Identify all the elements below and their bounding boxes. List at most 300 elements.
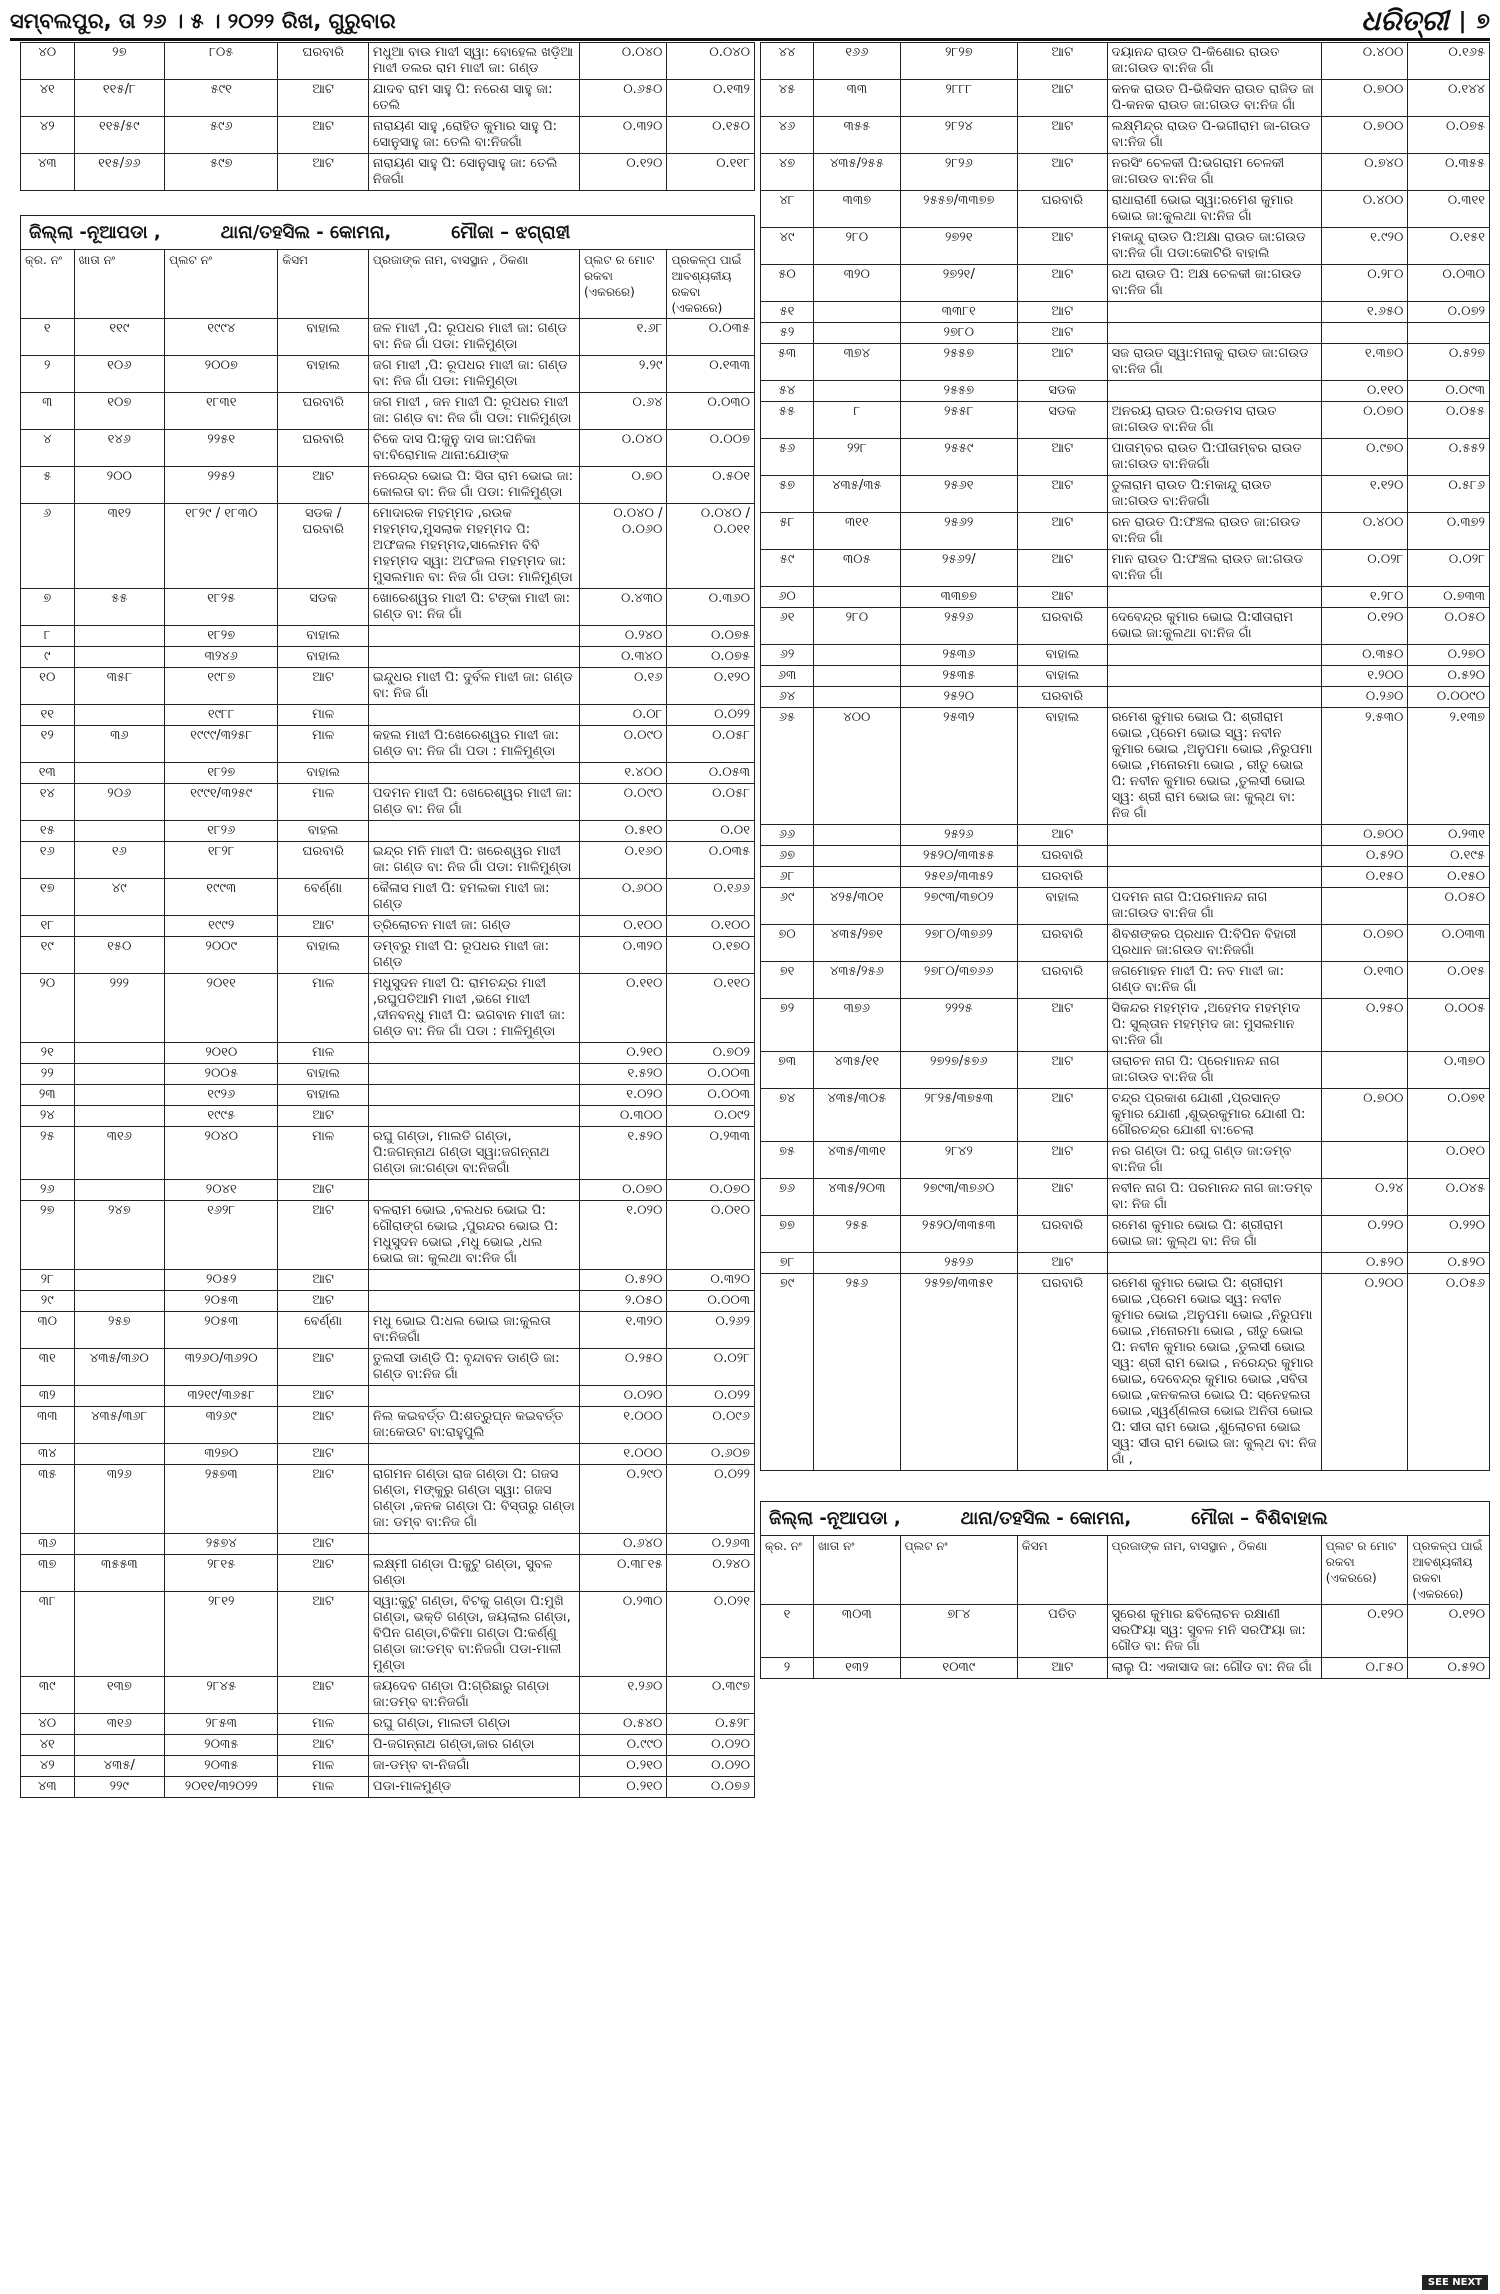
table-cell: ଘରବାରି <box>1017 846 1107 867</box>
table-cell: ୨୮୪୫ <box>165 1677 278 1714</box>
table-row <box>761 645 1490 666</box>
table-cell: ତାରାଚନ ନାଗ ପି: ପ୍ରେମାନନ୍ଦ ନାଗ ଜା:ଗଉଡ ବା:ନିଜ ଗାଁ <box>1107 1052 1321 1089</box>
table-cell: ତୁଲସୀ ଡାଣ୍ଡି ପି: ବୃନ୍ଦାବନ ଡାଣ୍ଡି ଜା: ଗଣ୍ଡ ବା:ନିଜ ଗାଁ <box>368 1349 579 1386</box>
table-cell: ୦.୬୪ <box>579 393 667 430</box>
table-cell: ୨୮୦ <box>814 228 901 265</box>
table-cell: ୧.୪୦୦ <box>579 763 667 784</box>
land-table-bishibahal <box>760 1535 1490 1679</box>
table-cell: ୭୭ <box>761 1216 814 1253</box>
table-cell <box>74 1043 165 1064</box>
table-row <box>761 439 1490 476</box>
table-cell: ମାଳ <box>278 705 369 726</box>
table-cell: ୦.୨୪୦ <box>667 1555 755 1592</box>
table-cell <box>74 1064 165 1085</box>
table-row <box>761 846 1490 867</box>
table-row <box>21 1291 755 1312</box>
table-cell: ୦.୧୬୦ <box>579 842 667 879</box>
table-cell: ୩୧୨ <box>74 504 165 589</box>
table-cell: ୦.୨୩୦ <box>579 1592 667 1677</box>
table-cell: ୧୬୨୮ <box>165 1201 278 1270</box>
table-cell: ୦.୦୭୦ <box>1321 925 1408 962</box>
table-cell: ୦.୦୭୫ <box>1408 117 1490 154</box>
tahasil-label: ଥାନା/ତହସିଲ - କୋମନା, <box>220 222 392 243</box>
table-cell: ୧୫୦ <box>74 937 165 974</box>
table-row <box>761 962 1490 999</box>
table-cell: ଡମ୍ବରୁ ମାଝୀ ପି: ରୂପଧର ମାଝୀ ଜା: ଗଣ୍ଡ <box>368 937 579 974</box>
table-cell: ୨୫୨୬ <box>900 608 1017 645</box>
table-cell: ୧୦୬ <box>74 356 165 393</box>
table-cell: ୨୫ <box>21 1127 75 1180</box>
table-cell: ୪ <box>21 430 75 467</box>
table-cell: ୨୬ <box>21 1180 75 1201</box>
table-cell: ୦.୦୨୦ <box>579 1386 667 1407</box>
table-cell: ୬ <box>21 504 75 589</box>
table-cell: ୪୩୫/୨୦୩ <box>814 1179 901 1216</box>
table-cell: ୦.୦୨୨ <box>667 1386 755 1407</box>
table-cell: କହଲ ମାଝୀ ପି:ଖେରେଶ୍ୱର ମାଝୀ ଜା: ଗଣ୍ଡ ବା: ନିଜ ଗାଁ ପଡା : ମାଳିମୁଣ୍ଡା <box>368 726 579 763</box>
table-cell: ୩୩ <box>814 80 901 117</box>
table-cell: ଘରବାରି <box>278 842 369 879</box>
table-row <box>761 550 1490 587</box>
table-cell: ୨୫୫୭ <box>900 381 1017 402</box>
table-cell: ୨୦୦୭ <box>165 356 278 393</box>
table-cell <box>814 666 901 687</box>
table-cell: ୪୦ <box>21 1714 75 1735</box>
table-cell: ୦.୨୨୦ <box>1321 1216 1408 1253</box>
table-cell <box>814 825 901 846</box>
table-cell <box>1321 888 1408 925</box>
table-cell <box>1107 381 1321 402</box>
table-cell: ୬୪ <box>761 687 814 708</box>
right-column <box>760 42 1490 1679</box>
table-cell: ୦.୭୦୦ <box>1321 825 1408 846</box>
table-cell: ୩୧୧ <box>814 513 901 550</box>
table-row <box>761 666 1490 687</box>
table-cell: ୪୯ <box>74 879 165 916</box>
table-cell: ବାହାଲ <box>278 763 369 784</box>
table-cell: ୦.୩୮୧୫ <box>579 1555 667 1592</box>
table-cell: ୨୦୫୩ <box>165 1312 278 1349</box>
table-cell: ୨୦୦ <box>74 467 165 504</box>
table-cell: ୦.୩୨୦ <box>579 937 667 974</box>
table-cell: ୨୨୫୨ <box>165 467 278 504</box>
table-cell: ୦.୦୩୦ <box>1408 265 1490 302</box>
table-cell: ୩୨ <box>21 1386 75 1407</box>
table-cell: ୨୮୨୭ <box>900 43 1017 80</box>
table-cell: ୧୮୨୫ <box>165 589 278 626</box>
table-row <box>761 999 1490 1052</box>
table-cell: ଜଗ ମାଝୀ ,ପି: ରୂପଧର ମାଝୀ ଜା: ଗଣ୍ଡ ବା: ନିଜ ଗାଁ ପଡା: ମାଳିମୁଣ୍ଡା <box>368 356 579 393</box>
table-cell: ୧ <box>21 319 75 356</box>
table-cell: ୨୦ <box>21 974 75 1043</box>
table-cell: ସଡକ / ଘରବାରି <box>278 504 369 589</box>
table-cell <box>368 1270 579 1291</box>
table-cell <box>368 1534 579 1555</box>
table-cell: ୩୭ <box>21 1555 75 1592</box>
table-cell: ୦.୨୧୦ <box>579 1043 667 1064</box>
table-cell: ମଧୁସୁଦନ ମାଝୀ ପି: ରାମଚନ୍ଦ୍ର ମାଝୀ ,ରଘୁପତିଆମି ମାଝୀ ,ଭଗେ ମାଝୀ ,ଦୀନବନ୍ଧୁ ମାଝୀ ପି: ଭଗବାନ ମାଝୀ ଜା: ଗଣ୍ଡ ବା: ନିଜ ଗାଁ ପଡା : ମାଳିମୁଣ୍ଡା <box>368 974 579 1043</box>
table-row <box>21 1201 755 1270</box>
table-cell: ୧.୬୮ <box>579 319 667 356</box>
table-cell: ୩୨୬ <box>74 1465 165 1534</box>
table-cell: ୦.୧୫୦ <box>1321 867 1408 888</box>
table-cell: ୭୪ <box>761 1089 814 1142</box>
table-cell: ଲକ୍ଷ୍ମୀ ଗଣ୍ଡା ପି:କୁଟୁ ଗଣ୍ଡା, ସୁବଳ ଗଣ୍ଡା <box>368 1555 579 1592</box>
table-cell <box>1321 323 1408 344</box>
table-row <box>21 763 755 784</box>
table-row <box>21 117 755 154</box>
table-cell: ୦.୦୧ <box>667 821 755 842</box>
table-cell: ୨୮୧୨ <box>165 1592 278 1677</box>
table-cell: ତୁଳାରାମ ରାଉତ ପି:ମକାନ୍ଦୁ ରାଉତ ଜା:ଗଉଡ ବା:ନିଜଗାଁ <box>1107 476 1321 513</box>
table-cell: ୨୦୬ <box>74 784 165 821</box>
table-cell <box>1107 587 1321 608</box>
column-header: କ୍ର. ନଂ <box>21 250 75 319</box>
table-cell: ରମେଶ କୁମାର ଭୋଇ ପି: ଶ୍ରୀରାମ ଭୋଇ ଜା: କୁଲ୍ଥ ବା: ନିଜ ଗାଁ <box>1107 1216 1321 1253</box>
table-cell: ୧.୦୨୦ <box>579 1085 667 1106</box>
table-row <box>761 323 1490 344</box>
table-cell: ୫୯ <box>761 550 814 587</box>
table-cell: ୨୮୧୫ <box>165 1555 278 1592</box>
table-cell: ଘରବାରି <box>278 430 369 467</box>
column-header: କିସମ <box>1017 1536 1107 1605</box>
table-cell: ୦.୦୦୩ <box>667 1085 755 1106</box>
table-cell: ମାଳ <box>278 974 369 1043</box>
table-cell: ଆଟ <box>1017 323 1107 344</box>
table-cell: ୧.୯୨୦ <box>1321 228 1408 265</box>
table-cell: ୬୭ <box>761 846 814 867</box>
table-cell: ମାଳ <box>278 1714 369 1735</box>
table-cell: ୦.୪୦୦ <box>1321 513 1408 550</box>
land-table-jhagrahi <box>20 249 755 1798</box>
table-cell: ଆଟ <box>1017 825 1107 846</box>
table-cell: ୨୦୩୫ <box>165 1735 278 1756</box>
table-cell: ପଦମନ ମାଝୀ ପି: ଖେରେଶ୍ୱର ମାଝୀ ଜା: ଗଣ୍ଡ ବା: ନିଜ ଗାଁ <box>368 784 579 821</box>
table-cell: ୦.୩୭୦ <box>1408 1052 1490 1089</box>
table-cell: ୧୯୯୨ <box>165 916 278 937</box>
table-cell: ୦.୫୫୨ <box>1408 439 1490 476</box>
table-cell: ୦.୦୨୮ <box>1321 550 1408 587</box>
table-cell: ୨୫୩୨ <box>900 708 1017 825</box>
table-cell: ୦.୧୫୦ <box>667 117 755 154</box>
table-cell: ୭୦ <box>761 925 814 962</box>
table-cell: ୦.୦୩୩ <box>1408 925 1490 962</box>
table-cell: ନାରାୟଣ ସାହୁ ପି: ସୋନୁସାହୁ ଜା: ତେଲି ନିଜଗାଁ <box>368 154 579 191</box>
table-cell: ରଥ ରାଉତ ପି: ଅକ୍ଷ ଚେଳକୀ ଜା:ଗଉଡ ବା:ନିଜ ଗାଁ <box>1107 265 1321 302</box>
table-cell: ୨୦୧୦ <box>165 1043 278 1064</box>
table-cell: ୦.୩୨୦ <box>579 117 667 154</box>
table-cell: ୦.୦୭୫ <box>667 626 755 647</box>
table-cell <box>74 1444 165 1465</box>
table-cell: ୪୩୫/୧୧ <box>814 1052 901 1089</box>
table-cell: ୧୪ <box>21 784 75 821</box>
table-cell: ୪୦୦ <box>814 708 901 825</box>
table-cell: ୦.୦୨୦ <box>667 1735 755 1756</box>
table-row <box>21 319 755 356</box>
table-cell: ୨୭୯୩/୩୭୦୨ <box>900 888 1017 925</box>
table-cell: ୬୬ <box>761 825 814 846</box>
column-header: ପ୍ଲଟ ନଂ <box>165 250 278 319</box>
table-cell: ୧୯୨୬ <box>165 1085 278 1106</box>
table-cell <box>74 1106 165 1127</box>
table-cell: ଆଟ <box>1017 117 1107 154</box>
table-cell: ୦.୦୫୮ <box>667 726 755 763</box>
table-cell: ୪୦ <box>21 43 75 80</box>
table-cell <box>74 1592 165 1677</box>
table-cell: ୪୨ <box>21 1756 75 1777</box>
table-cell: ୦.୭୦୦ <box>1321 117 1408 154</box>
table-cell: ୧୩ <box>21 763 75 784</box>
table-cell: ୨୮୨୫/୩୭୫୩ <box>900 1089 1017 1142</box>
table-row <box>761 191 1490 228</box>
table-cell: ୧.୦୨୦ <box>579 1201 667 1270</box>
table-cell: ୨୮୪୨ <box>900 1142 1017 1179</box>
table-cell: ୨୫୫୭ <box>900 344 1017 381</box>
left-column <box>20 42 755 1798</box>
table-cell: ୭୫ <box>761 1142 814 1179</box>
table-cell: ୬୩ <box>761 666 814 687</box>
table-cell <box>74 1180 165 1201</box>
table-cell: ୦.୦୫୩ <box>667 763 755 784</box>
table-cell <box>74 626 165 647</box>
table-cell: ଆଟ <box>278 1735 369 1756</box>
table-row <box>761 1658 1490 1679</box>
table-cell: ବାହଲ <box>278 821 369 842</box>
table-cell: ୪୨ <box>21 117 75 154</box>
table-row <box>761 867 1490 888</box>
table-cell: ୦.୧୭୦ <box>667 937 755 974</box>
table-cell: ୩୭୬ <box>814 999 901 1052</box>
table-row <box>761 1142 1490 1179</box>
table-cell: ୦.୨୩୧ <box>1408 825 1490 846</box>
table-cell: ୬୧ <box>761 608 814 645</box>
table-cell: ଶିବଶଙ୍କର ପ୍ରଧାନ ପି:ବିପିନ ବିହାରୀ ପ୍ରଧାନ ଜା:ଗଉଡ ବା:ନିଜଗାଁ <box>1107 925 1321 962</box>
table-cell: ଆଟ <box>1017 513 1107 550</box>
table-cell: ୦.୨୬୨ <box>667 1312 755 1349</box>
table-row <box>761 80 1490 117</box>
table-cell: ୧୮୨୬ <box>165 821 278 842</box>
table-cell: ୨୦୪୦ <box>165 1127 278 1180</box>
table-row <box>761 608 1490 645</box>
table-cell <box>368 1180 579 1201</box>
table-cell: ୧୮୨୯ / ୧୮୩୦ <box>165 504 278 589</box>
table-cell: ଦେବେନ୍ଦ୍ର କୁମାର ଭୋଇ ପି:ସୀତାରାମ ଭୋଇ ଜା:କୁଲଥା ବା:ନିଜ ଗାଁ <box>1107 608 1321 645</box>
table-cell: ଆଟ <box>278 1291 369 1312</box>
table-cell: ବଳରାମ ଭୋଇ ,ବଲଧର ଭୋଇ ପି: ଗୌରାଙ୍ଗ ଭୋଇ ,ପୁରନ୍ଦର ଭୋଇ ପି: ମଧୁସୁଦନ ଭୋଇ ,ମଧୁ ଭୋଇ ,ଧଲ ଭୋଇ ଜା: କୁଲଥା ବା:ନିଜ ଗାଁ <box>368 1201 579 1270</box>
table-cell: ୩୦୩ <box>814 1605 901 1658</box>
table-cell: ୦.୩୭୨ <box>1408 513 1490 550</box>
table-cell <box>1107 846 1321 867</box>
table-cell: ୩୦୫ <box>814 550 901 587</box>
table-cell: ୩୨୭୦ <box>165 1444 278 1465</box>
table-cell <box>368 626 579 647</box>
table-cell: ୦.୧୨୦ <box>1321 608 1408 645</box>
table-cell: ଆଟ <box>278 80 369 117</box>
table-cell: ବାହାଲ <box>278 1085 369 1106</box>
table-cell: ୨୫୭୪ <box>165 1534 278 1555</box>
table-cell: ୧ <box>761 1605 814 1658</box>
table-cell <box>814 687 901 708</box>
table-cell: ୦.୦୪୦ / ୦.୦୧୧ <box>667 504 755 589</box>
table-cell: ୫୪ <box>761 381 814 402</box>
table-cell: ୦.୪୦୦ <box>1321 43 1408 80</box>
table-row <box>761 825 1490 846</box>
table-cell: ୨୫୩୬ <box>900 645 1017 666</box>
table-cell: ଘରବାରି <box>1017 1216 1107 1253</box>
table-row <box>761 1089 1490 1142</box>
table-cell: ୦.୨୮୦ <box>1321 265 1408 302</box>
table-cell: ୦.୦୧୦ <box>667 1201 755 1270</box>
table-cell <box>814 645 901 666</box>
table-cell: ୨୨୯ <box>74 1777 165 1798</box>
table-cell: ୪୩ <box>21 154 75 191</box>
table-cell: ୦.୭୦୦ <box>1321 80 1408 117</box>
table-cell: ଜଳ ମାଝୀ ,ପି: ରୂପଧର ମାଝୀ ଜା: ଗଣ୍ଡ ବା: ନିଜ ଗାଁ ପଡା: ମାଳିମୁଣ୍ଡା <box>368 319 579 356</box>
table-cell: ପି-ଜଗନ୍ନାଥ ଗଣ୍ଡା,ଜାର ଗଣ୍ଡା <box>368 1735 579 1756</box>
table-cell: ୭୮୪ <box>900 1605 1017 1658</box>
table-cell: ୨୫୨୬ <box>900 825 1017 846</box>
table-cell: ୩୫୫ <box>814 117 901 154</box>
table-cell: ୫୯୬ <box>165 117 278 154</box>
table-cell: ୦.୭୦୨ <box>667 1043 755 1064</box>
table-cell: ୦.୧୩୩ <box>667 356 755 393</box>
table-cell: ୨୫୭ <box>74 1312 165 1349</box>
table-cell: ୦.୨୯୦ <box>579 1465 667 1534</box>
table-cell: ୪୩୫/୩୬୦ <box>74 1349 165 1386</box>
table-cell: ୦.୫୨୮ <box>667 1714 755 1735</box>
table-cell: ୧୧୯ <box>74 319 165 356</box>
table-row <box>21 589 755 626</box>
table-cell: ମାଳ <box>278 1127 369 1180</box>
table-cell: ଆଟ <box>278 1534 369 1555</box>
table-row <box>21 1444 755 1465</box>
table-cell: ଆଟ <box>1017 43 1107 80</box>
table-cell: ଆଟ <box>1017 550 1107 587</box>
table-cell: ଆଟ <box>1017 476 1107 513</box>
table-cell: ୦.୦୩୦ <box>667 393 755 430</box>
table-cell: ୨୮୨୪ <box>900 117 1017 154</box>
table-cell: ନର ଗଣ୍ଡା ପି: ରଘୁ ଗଣ୍ଡ ଜା:ଡମ୍ବ ବା:ନିଜ ଗାଁ <box>1107 1142 1321 1179</box>
table-cell: ୦.୦୮ <box>579 705 667 726</box>
table-cell: ୦.୦୨୧ <box>667 1592 755 1677</box>
table-cell: ୭୬ <box>761 1179 814 1216</box>
table-cell: ୧.୨୬୦ <box>579 1677 667 1714</box>
table-cell <box>368 1444 579 1465</box>
table-row <box>761 1052 1490 1089</box>
table-cell: ଆଟ <box>278 1407 369 1444</box>
table-cell: ୦.୦୭୦ <box>1321 402 1408 439</box>
table-cell: ୫୯୧ <box>165 80 278 117</box>
table-cell: ୦.୫୨୭ <box>1408 344 1490 381</box>
table-cell: ଆଟ <box>278 1386 369 1407</box>
table-row <box>761 708 1490 825</box>
table-cell: ୧.୦୦୦ <box>579 1407 667 1444</box>
table-cell: ୦.୧୦୦ <box>579 916 667 937</box>
table-cell: ୪୭ <box>761 154 814 191</box>
table-cell: ୦.୮୫୦ <box>1321 1658 1408 1679</box>
table-cell: ୨୮୫୩ <box>165 1714 278 1735</box>
column-header: କ୍ର. ନଂ <box>761 1536 814 1605</box>
table-cell: ତ୍ରିଲୋଚନ ମାଝୀ ଜା: ଗଣ୍ଡ <box>368 916 579 937</box>
table-cell: ୧୮୨୭ <box>165 763 278 784</box>
table-row <box>21 842 755 879</box>
table-cell: ସୁରେଶ କୁମାର ଛବିଲୋଚନ ରକ୍ଷାଣୀ ସରଫିୟା ସ୍ୱ: ସୁବଳ ମନି ସରଫିୟା ଜା: ଗୌଡ ବା: ନିଜ ଗାଁ <box>1107 1605 1321 1658</box>
table-cell: ବାହାଲ <box>1017 666 1107 687</box>
table-cell <box>368 1386 579 1407</box>
table-cell: ୧.୫୨୦ <box>579 1064 667 1085</box>
table-cell: ୩୨୬୦/୩୬୨୦ <box>165 1349 278 1386</box>
table-cell: ୦.୦୨୨ <box>667 1465 755 1534</box>
table-cell: ୫୫ <box>761 402 814 439</box>
table-cell <box>74 916 165 937</box>
table-cell <box>74 1386 165 1407</box>
table-cell: ୦.୦୭୦ <box>579 1180 667 1201</box>
table-cell: ୨୦୦୫ <box>165 1064 278 1085</box>
table-row <box>21 1106 755 1127</box>
table-row <box>21 1465 755 1534</box>
table-cell: ଆଟ <box>278 1180 369 1201</box>
table-row <box>761 888 1490 925</box>
table-cell: ବାହାଲ <box>278 647 369 668</box>
table-cell: ୧୦୩୯ <box>900 1658 1017 1679</box>
table-cell: ୨୭୨୭/୫୭୬ <box>900 1052 1017 1089</box>
table-cell: ୧.୩୭୦ <box>1321 344 1408 381</box>
table-cell: ୦.୧୨୦ <box>667 668 755 705</box>
table-cell <box>814 1253 901 1274</box>
table-cell: ୪୩୫/୨୫୬ <box>814 962 901 999</box>
table-cell: ୦.୦୦୩ <box>667 1291 755 1312</box>
table-cell: ୦.୦୫୦ <box>1408 608 1490 645</box>
page-header: ସମ୍ବଲପୁର, ତା ୨୬ । ୫ । ୨୦୨୨ ରିଖ, ଗୁରୁବାର ଧରିତ୍ରୀ | ୭ <box>10 4 1490 41</box>
table-cell: ଅନରୟ ରାଉତ ପି:ରଡମସ ରାଉତ ଜା:ଗଉଡ ବା:ନିଜ ଗାଁ <box>1107 402 1321 439</box>
table-cell: ୧.୨୮୦ <box>1321 587 1408 608</box>
table-cell: ୦.୧୨୦ <box>1321 1605 1408 1658</box>
table-cell: ୨୦୪୧ <box>165 1180 278 1201</box>
table-cell: ଆଟ <box>278 154 369 191</box>
table-row <box>21 1064 755 1085</box>
table-cell: ୨୭୯୩/୩୭୬୦ <box>900 1179 1017 1216</box>
table-cell: ୦.୦୧୫ <box>1408 962 1490 999</box>
table-cell: ଆଟ <box>278 1465 369 1534</box>
table-cell: ୧୬ <box>21 842 75 879</box>
table-row <box>21 784 755 821</box>
top-continuation-table <box>20 42 755 191</box>
table-row <box>21 1085 755 1106</box>
table-cell: ୪୩୫/୩୦୫ <box>814 1089 901 1142</box>
table-cell: ୪୩୫/୨୭୧ <box>814 925 901 962</box>
table-cell: ୨୫୨୦ <box>900 687 1017 708</box>
table-cell: ନିଲ କଇବର୍ତ୍ତ ପି:ଶତ୍ରୁଘ୍ନ କଇବର୍ତ୍ତ ଜା:କେଉଟ ବା:ରାହୁପୁଲି <box>368 1407 579 1444</box>
table-cell: ୨୦୫୨ <box>165 1270 278 1291</box>
table-cell: ୨୧ <box>21 1043 75 1064</box>
column-header: ପ୍ରକଳ୍ପ ପାଇଁ ଆବଶ୍ୟକୀୟ ରକବା (ଏକରରେ) <box>1408 1536 1490 1605</box>
table-cell: ୪୮ <box>761 191 814 228</box>
table-row <box>761 302 1490 323</box>
table-cell <box>1107 302 1321 323</box>
table-cell: ୦.୧୧୦ <box>579 974 667 1043</box>
table-cell: ୭୨ <box>761 999 814 1052</box>
table-cell: ୦.୩୫୫ <box>1408 154 1490 191</box>
table-cell: ୨.୧୩୭ <box>1408 708 1490 825</box>
table-row <box>21 504 755 589</box>
table-cell: ୦.୦୪୦ <box>579 430 667 467</box>
table-cell: ୪୬ <box>761 117 814 154</box>
table-cell: ୧୩୨ <box>814 1658 901 1679</box>
table-cell: ୨୫୨୦/୩୩୫୩ <box>900 1216 1017 1253</box>
table-cell: ୦.୧୦୦ <box>667 916 755 937</box>
table-cell: ୦.୧୫୦ <box>1408 867 1490 888</box>
table-cell <box>814 302 901 323</box>
